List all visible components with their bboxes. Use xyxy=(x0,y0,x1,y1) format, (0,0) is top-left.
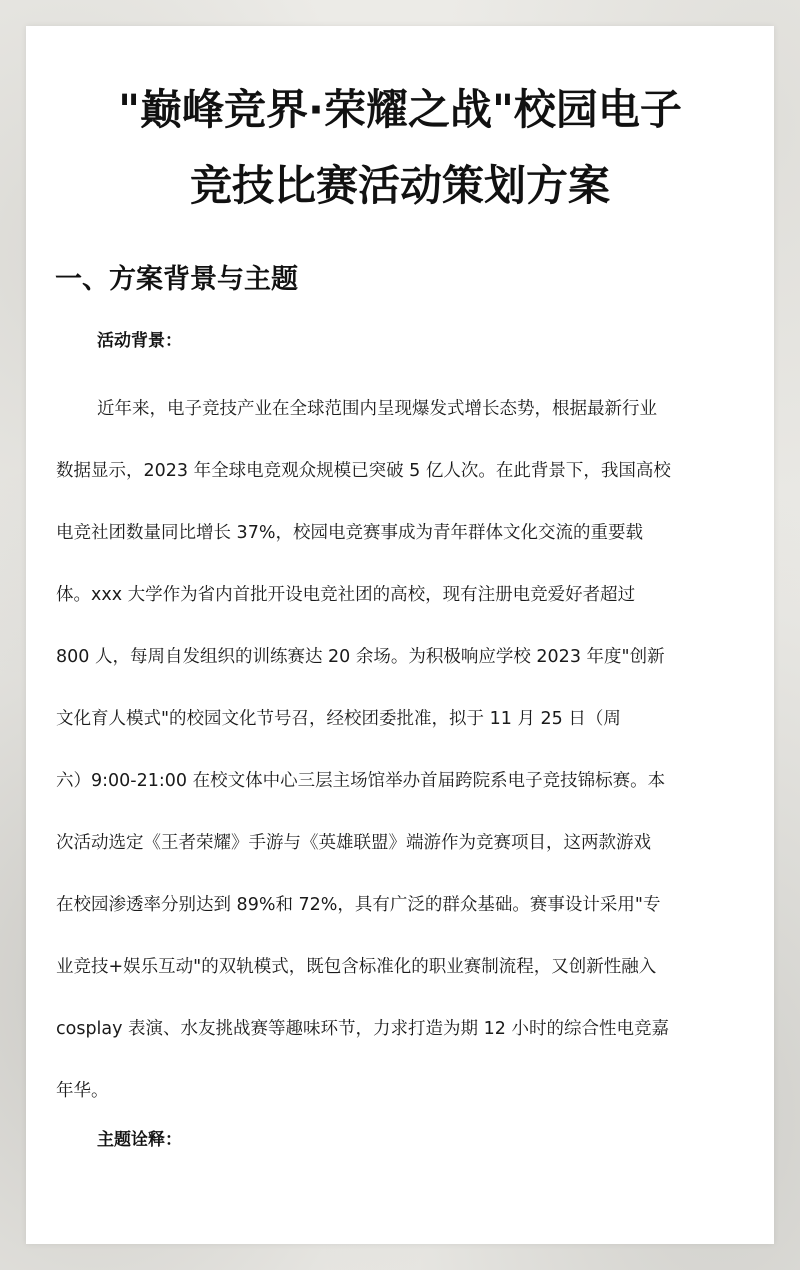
paragraph-line: cosplay 表演、水友挑战赛等趣味环节，力求打造为期 12 小时的综合性电竞嘉 xyxy=(56,1019,669,1039)
section-heading: 一、方案背景与主题 xyxy=(55,264,298,295)
paragraph-line: 体。xxx 大学作为省内首批开设电竞社团的高校，现有注册电竞爱好者超过 xyxy=(56,585,636,605)
background-paragraph xyxy=(56,378,746,1122)
background-label: 活动背景： xyxy=(97,331,182,351)
paragraph-line: 800 人，每周自发组织的训练赛达 20 余场。为积极响应学校 2023 年度"创新 xyxy=(56,647,665,667)
paragraph-line: 近年来，电子竞技产业在全球范围内呈现爆发式增长态势，根据最新行业 xyxy=(97,399,657,419)
paragraph-line: 文化育人模式"的校园文化节号召，经校团委批准，拟于 11 月 25 日（周 xyxy=(56,709,621,729)
document-title-line: 竞技比赛活动策划方案 xyxy=(189,161,610,210)
theme-label: 主题诠释： xyxy=(97,1130,182,1150)
paragraph-line: 数据显示，2023 年全球电竞观众规模已突破 5 亿人次。在此背景下，我国高校 xyxy=(56,461,671,481)
paragraph-line: 业竞技+娱乐互动"的双轨模式，既包含标准化的职业赛制流程，又创新性融入 xyxy=(56,957,657,977)
document-title xyxy=(26,72,774,224)
paragraph-line: 在校园渗透率分别达到 89%和 72%，具有广泛的群众基础。赛事设计采用"专 xyxy=(56,895,661,915)
document-title-line: "巅峰竞界·荣耀之战"校园电子 xyxy=(118,85,682,134)
paragraph-line: 次活动选定《王者荣耀》手游与《英雄联盟》端游作为竞赛项目，这两款游戏 xyxy=(56,833,651,853)
paragraph-line: 六）9:00-21:00 在校文体中心三层主场馆举办首届跨院系电子竞技锦标赛。本 xyxy=(56,771,666,791)
paragraph-line: 电竞社团数量同比增长 37%，校园电竞赛事成为青年群体文化交流的重要载 xyxy=(56,523,643,543)
paragraph-line: 年华。 xyxy=(56,1081,109,1101)
